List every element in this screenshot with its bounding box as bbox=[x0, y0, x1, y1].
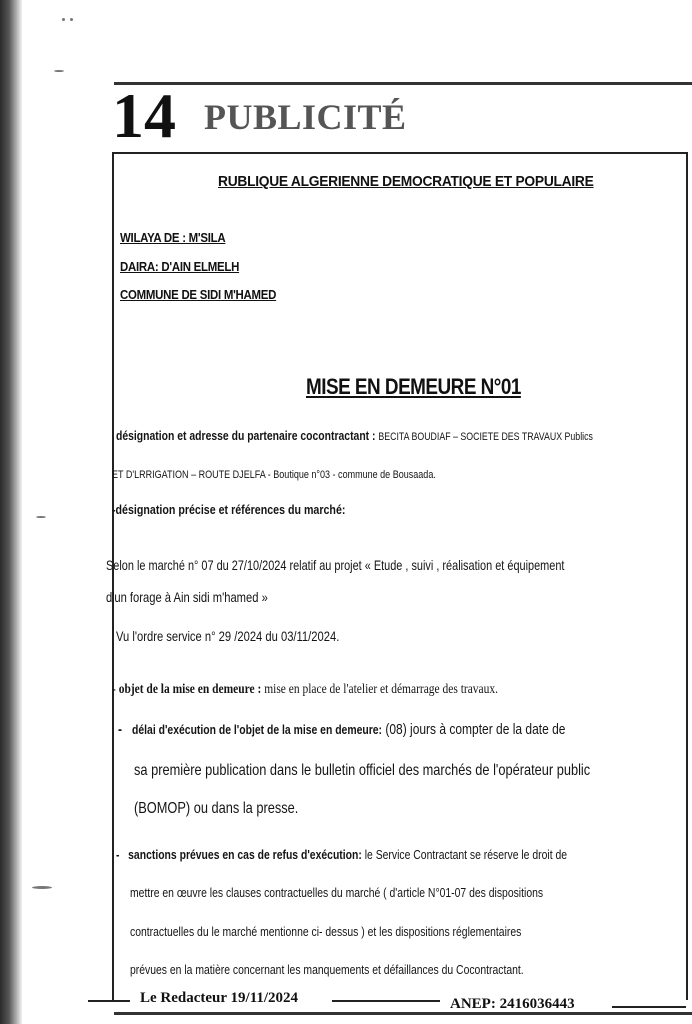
delai-value: (08) jours à compter de la date de bbox=[385, 721, 566, 738]
footer-rule-right bbox=[612, 1006, 686, 1008]
republic-header: RUBLIQUE ALGERIENNE DEMOCRATIQUE ET POPULAIRE bbox=[218, 173, 594, 190]
footer-rule-left bbox=[88, 1000, 130, 1002]
commune-line: COMMUNE DE SIDI M'HAMED bbox=[120, 287, 277, 302]
marche-line-1: Selon le marché n° 07 du 27/10/2024 relatif au projet « Etude , suivi , réalisation et équipement bbox=[106, 557, 565, 573]
scan-left-edge bbox=[0, 0, 22, 1024]
delai-line: - délai d'exécution de l'objet de la mise en demeure: (08) jours à compter de la date de bbox=[118, 721, 566, 738]
daira-line: DAIRA: D'AIN ELMELH bbox=[120, 259, 240, 274]
anep-line: ANEP: 2416036443 bbox=[450, 996, 575, 1012]
sanctions-label: sanctions prévues en cas de refus d'exécution: bbox=[128, 847, 362, 862]
notice-title: MISE EN DEMEURE N°01 bbox=[306, 374, 521, 399]
delai-label: délai d'exécution de l'objet de la mise en demeure: bbox=[132, 722, 383, 737]
bottom-rule bbox=[114, 1012, 692, 1015]
sanctions-line-2: mettre en œuvre les clauses contractuelles du marché ( d'article N°01-07 des dispositions bbox=[130, 885, 544, 900]
footer-rule-middle bbox=[332, 1000, 440, 1002]
sanctions-line-3: contractuelles du le marché mentionne ci- dessus ) et les dispositions réglementaires bbox=[130, 924, 522, 939]
ordre-service-line: Vu l'ordre service n° 29 /2024 du 03/11/2024. bbox=[116, 628, 340, 644]
partner-line-2: ET D'LRRIGATION – ROUTE DJELFA - Boutique n°03 - commune de Bousaada. bbox=[112, 469, 436, 481]
objet-value: mise en place de l'atelier et démarrage des travaux. bbox=[264, 682, 498, 697]
marche-line-2: d'un forage à Ain sidi m'hamed » bbox=[106, 589, 268, 605]
partner-line-1 bbox=[116, 428, 593, 445]
objet-label: objet de la mise en demeure : bbox=[118, 682, 262, 697]
partner-label: désignation et adresse du partenaire cocontractant : bbox=[116, 428, 376, 443]
top-rule bbox=[114, 82, 692, 85]
sanctions-line: - sanctions prévues en cas de refus d'exécution: le Service Contractant se réserve le droit de bbox=[116, 847, 568, 862]
wilaya-line: WILAYA DE : M'SILA bbox=[120, 230, 226, 245]
section-title: PUBLICITÉ bbox=[204, 97, 407, 137]
objet-line: - objet de la mise en demeure : mise en place de l'atelier et démarrage des travaux. bbox=[112, 682, 498, 697]
sanctions-line-4: prévues en la matière concernant les manquements et défaillances du Cocontractant. bbox=[130, 962, 524, 977]
delai-line-2: sa première publication dans le bulletin officiel des marchés de l'opérateur public bbox=[134, 762, 591, 779]
scan-speck bbox=[70, 18, 73, 21]
marche-label: -désignation précise et références du marché: bbox=[112, 502, 346, 517]
delai-line-3: (BOMOP) ou dans la presse. bbox=[134, 800, 299, 817]
partner-value: BECITA BOUDIAF – SOCIETE DES TRAVAUX Publics bbox=[378, 431, 593, 443]
sanctions-value: le Service Contractant se réserve le droit de bbox=[364, 847, 568, 862]
scan-speck bbox=[36, 516, 46, 518]
scan-speck bbox=[54, 70, 64, 72]
scan-speck bbox=[32, 886, 52, 889]
scan-speck bbox=[62, 18, 65, 21]
redacteur-line: Le Redacteur 19/11/2024 bbox=[140, 990, 299, 1006]
page-number: 14 bbox=[112, 80, 176, 151]
notice-box bbox=[112, 152, 688, 1000]
